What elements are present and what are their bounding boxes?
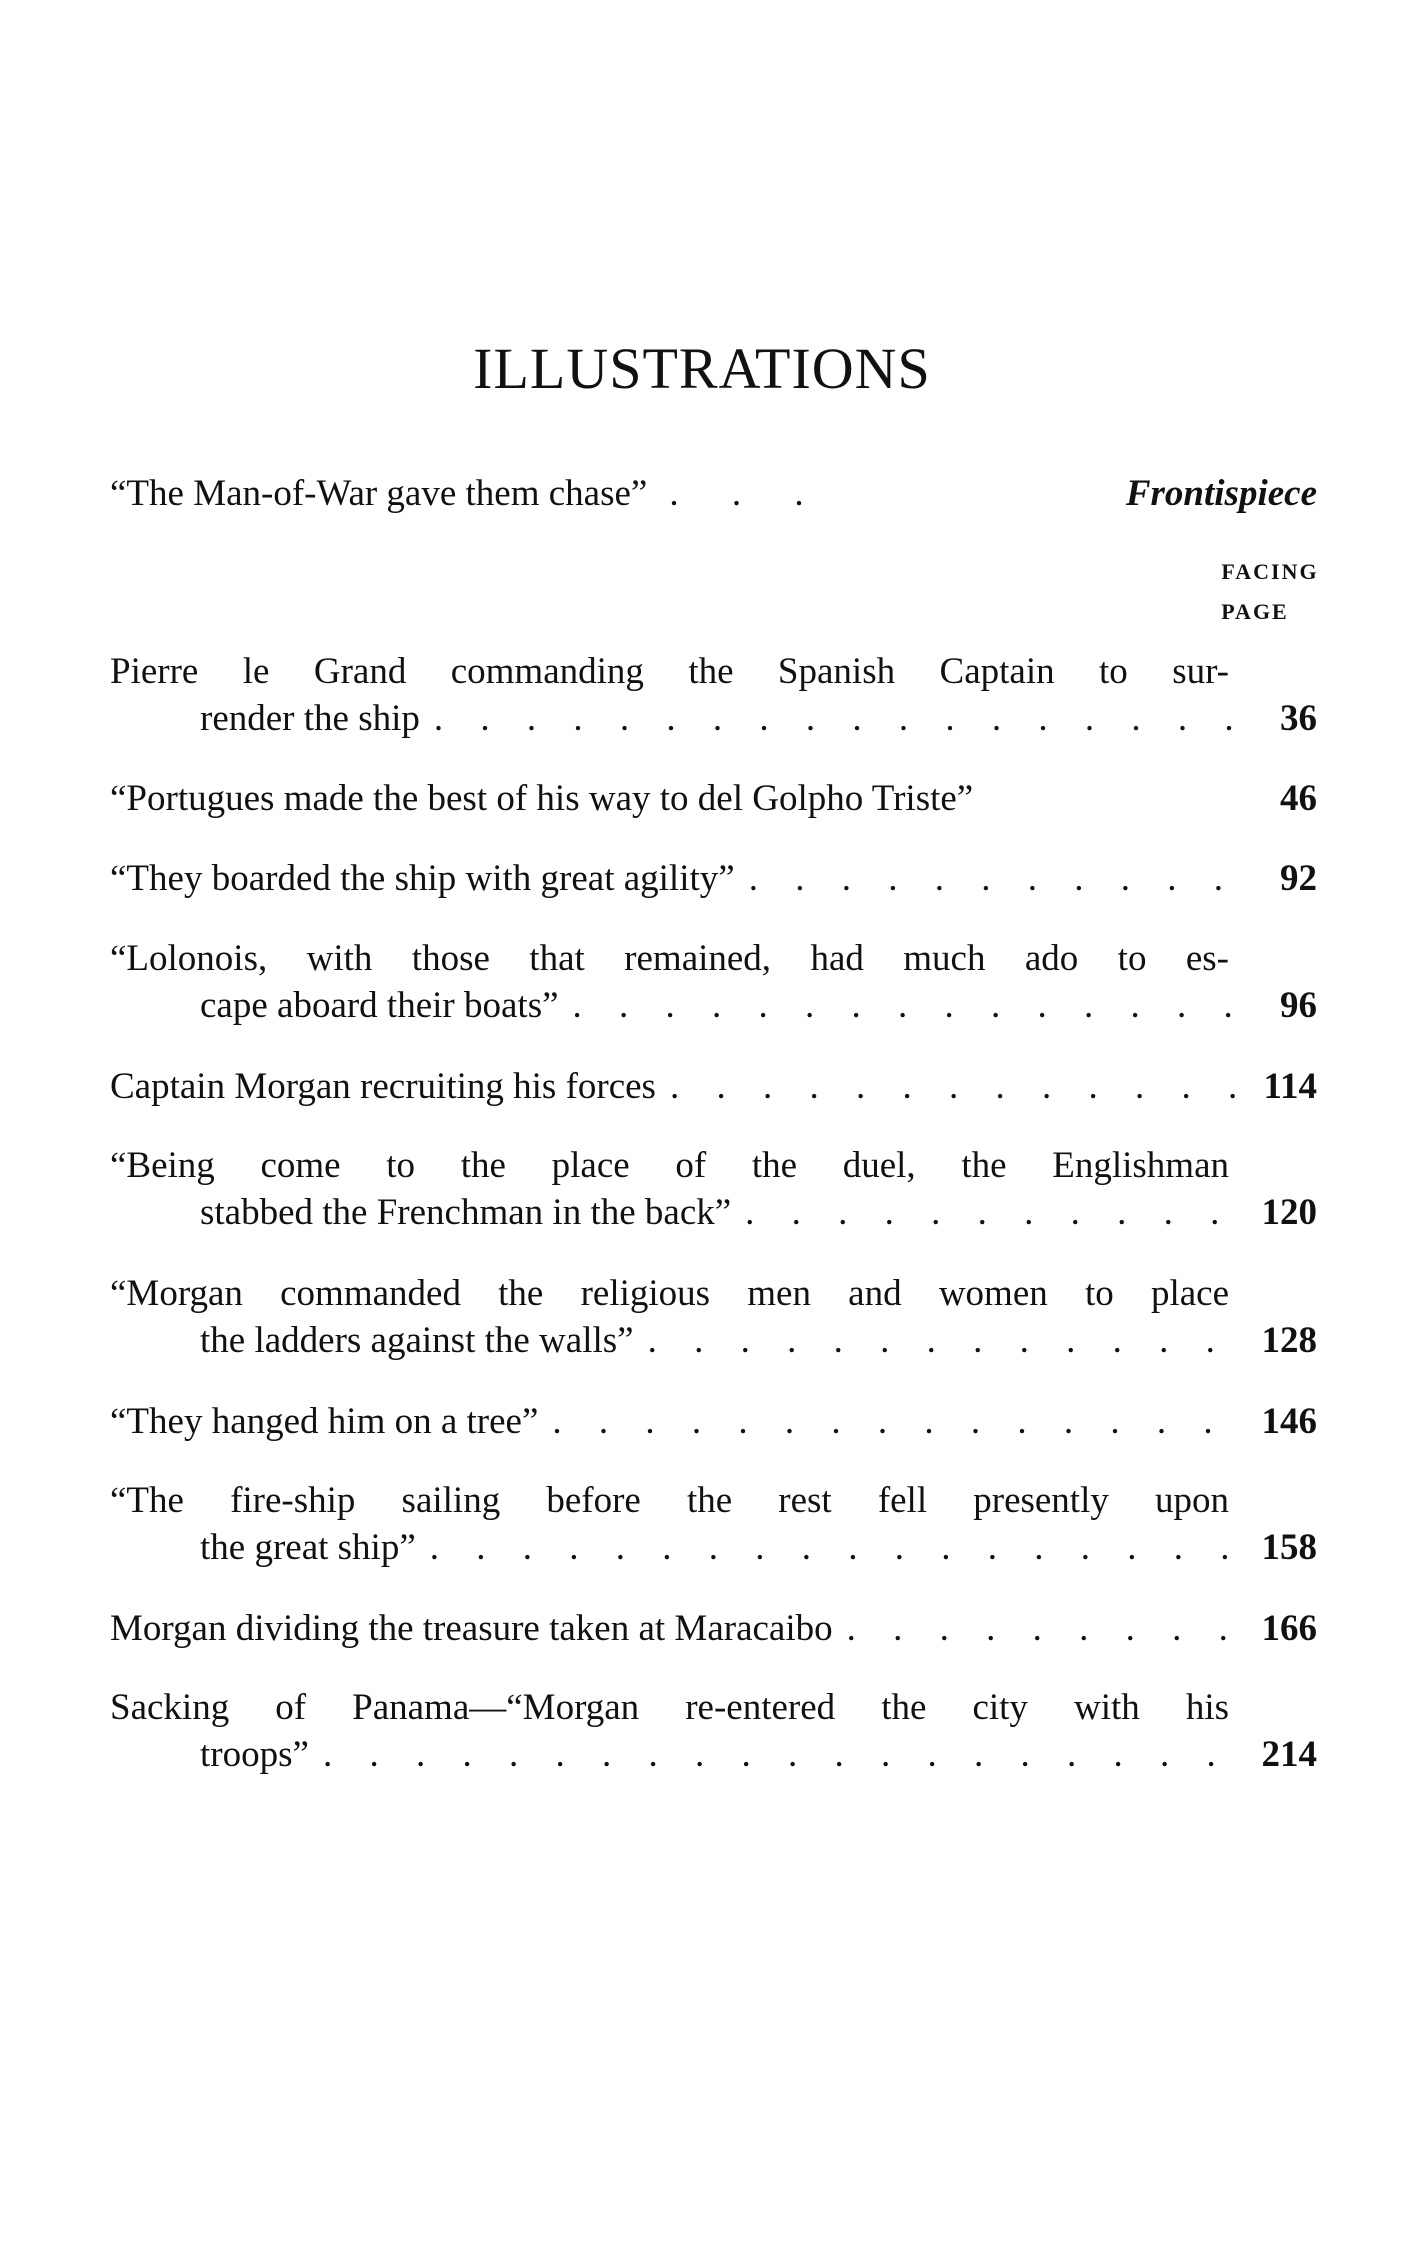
entry-page-number: 146: [1261, 1401, 1317, 1442]
leader-dots: [735, 855, 1239, 902]
illustration-entry: [110, 1605, 1317, 1652]
entry-title-line2: stabbed the Frenchman in the back”: [200, 1192, 732, 1233]
leader-dots: [538, 1398, 1239, 1445]
entry-title-line2: the great ship”: [200, 1527, 416, 1568]
leader-dots: [559, 982, 1239, 1029]
frontispiece-label: Frontispiece: [1125, 473, 1317, 514]
leader-dots: [656, 1063, 1239, 1110]
leader-dots: [416, 1524, 1239, 1571]
illustration-entry: [110, 775, 1317, 822]
entry-page-number: 166: [1261, 1608, 1317, 1649]
entry-page-number: 92: [1280, 858, 1317, 899]
entry-title-line1: Morgan dividing the treasure taken at Maracaibo: [110, 1608, 833, 1649]
leader-dots: [634, 1317, 1239, 1364]
page-title: ILLUSTRATIONS: [473, 336, 931, 401]
frontispiece-entry: [110, 470, 1317, 517]
entry-title-line2: troops”: [200, 1734, 309, 1775]
entry-page-number: 214: [1261, 1734, 1317, 1775]
illustration-entry: [110, 855, 1317, 902]
leader-dots: [833, 1605, 1239, 1652]
entry-title-line1: “Lolonois, with those that remained, had much ado to es-: [110, 938, 1229, 979]
leader-dots: [309, 1731, 1239, 1778]
entry-title-line1: “Portugues made the best of his way to del Golpho Triste”: [110, 778, 974, 819]
entry-title-line1: “Morgan commanded the religious men and women to place: [110, 1273, 1229, 1314]
illustration-entry: [110, 935, 1317, 1029]
frontispiece-leader-dots: . . .: [669, 473, 826, 514]
illustration-entry: [110, 1270, 1317, 1364]
illustration-entry: [110, 1477, 1317, 1571]
entry-title-line1: “Being come to the place of the duel, the Englishman: [110, 1145, 1229, 1186]
entry-title-line2: render the ship: [200, 698, 420, 739]
leader-dots: [420, 695, 1239, 742]
entry-page-number: 120: [1261, 1192, 1317, 1233]
facing-page-header: [1180, 552, 1330, 632]
frontispiece-title: “The Man-of-War gave them chase”: [110, 473, 648, 514]
page-label: PAGE: [1221, 599, 1289, 624]
entry-title-line1: “They boarded the ship with great agility”: [110, 858, 735, 899]
entry-page-number: 128: [1261, 1320, 1317, 1361]
entry-title-line2: cape aboard their boats”: [200, 985, 559, 1026]
entry-page-number: 158: [1261, 1527, 1317, 1568]
entry-title-line1: “The fire-ship sailing before the rest fell presently upon: [110, 1480, 1229, 1521]
entry-title-line2: the ladders against the walls”: [200, 1320, 634, 1361]
illustration-entry: [110, 648, 1317, 742]
illustration-entry: [110, 1142, 1317, 1236]
illustration-entry: [110, 1063, 1317, 1110]
entry-page-number: 114: [1263, 1066, 1317, 1107]
facing-label: FACING: [1221, 559, 1319, 584]
entry-page-number: 96: [1280, 985, 1317, 1026]
illustration-entry: [110, 1684, 1317, 1778]
leader-dots: [731, 1189, 1239, 1236]
entry-title-line1: Pierre le Grand commanding the Spanish Captain to sur-: [110, 651, 1229, 692]
entry-page-number: 36: [1280, 698, 1317, 739]
entry-page-number: 46: [1280, 778, 1317, 819]
entry-title-line1: Sacking of Panama—“Morgan re-entered the city with his: [110, 1687, 1229, 1728]
entry-title-line1: Captain Morgan recruiting his forces: [110, 1066, 656, 1107]
entry-title-line1: “They hanged him on a tree”: [110, 1401, 539, 1442]
illustration-entry: [110, 1398, 1317, 1445]
